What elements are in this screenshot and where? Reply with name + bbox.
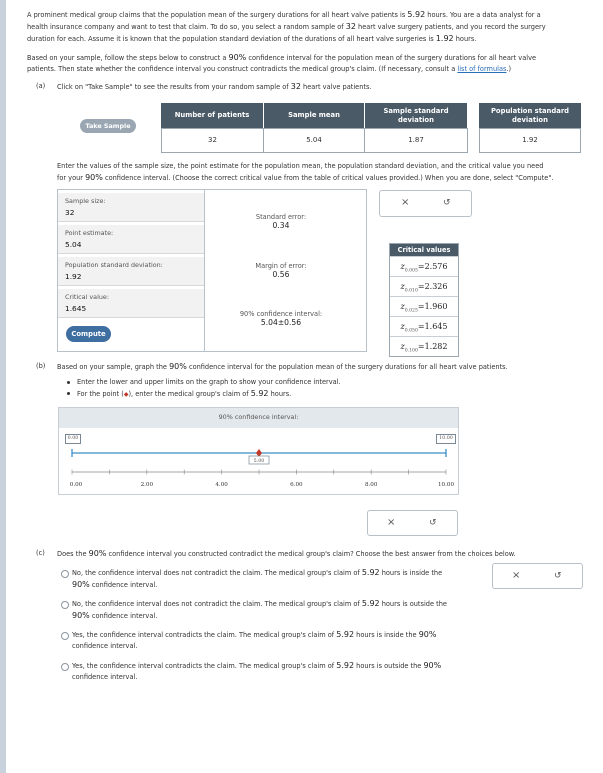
intro-paragraph-1: A prominent medical group claims that the population mean of the surgery durations for all heart valve patients is 5.92 hours. You are a data analyst for a health insurance company and want to test that claim. To do so, you select a random sample of 32 heart valve surgery patients, and you record the surgery duration for each. Assume it is known that the population standard deviation of the durations of all heart valve surgeries is 1.92 hours. <box>27 10 546 43</box>
critical-row: $z_{0.025}=1.960$ <box>390 296 458 316</box>
tick-label: 8.00 <box>364 482 378 488</box>
header-number-of-patients: Number of patients <box>161 103 263 128</box>
sample-size-field[interactable]: Sample size: 32 <box>58 193 204 222</box>
part-a-label: (a) <box>36 82 46 90</box>
reset-icon[interactable]: ↺ <box>554 571 562 581</box>
option-1-text[interactable]: No, the confidence interval does not contradict the claim. The medical group's claim of 5.92 hours is inside the 90% confidence interval. <box>72 568 443 589</box>
lower-limit-input[interactable]: 0.00 <box>65 434 81 444</box>
part-c-question: Does the 90% confidence interval you constructed contradict the medical group's claim? Choose the best answer from the choices below. <box>57 549 516 558</box>
part-b-bullet-1: Enter the lower and upper limits on the graph to show your confidence interval. <box>77 378 341 386</box>
clear-icon[interactable]: × <box>387 517 396 528</box>
part-b-instruction: Based on your sample, graph the 90% confidence interval for the population mean of the surgery durations for all heart valve patients. <box>57 362 508 371</box>
critical-row: $z_{0.010}=2.326$ <box>390 276 458 296</box>
option-3-text[interactable]: Yes, the confidence interval contradicts the claim. The medical group's claim of 5.92 hours is inside the 90% confidence interval. <box>72 630 437 650</box>
option-2-text[interactable]: No, the confidence interval does not contradict the claim. The medical group's claim of 5.92 hours is outside the 90% confidence interval. <box>72 599 447 620</box>
option-4-text[interactable]: Yes, the confidence interval contradicts the claim. The medical group's claim of 5.92 hours is outside the 90% confidence interval. <box>72 661 442 681</box>
value-population-sd: 1.92 <box>479 128 581 153</box>
header-population-sd: Population standard deviation <box>479 103 581 128</box>
tick-label: 6.00 <box>290 482 303 488</box>
bullet-icon <box>67 392 70 395</box>
bullet-icon <box>67 381 70 384</box>
value-sample-mean: 5.04 <box>263 128 365 153</box>
point-estimate-field[interactable]: Point estimate: 5.04 <box>58 225 204 254</box>
diamond-point-icon: ◆ <box>123 391 129 398</box>
part-c-action-box <box>492 563 583 589</box>
reset-icon[interactable]: ↺ <box>443 198 451 208</box>
critical-row: $z_{0.050}=1.645$ <box>390 316 458 336</box>
number-line[interactable] <box>58 407 459 495</box>
population-sd-field[interactable]: Population standard deviation: 1.92 <box>58 257 204 286</box>
clear-icon[interactable]: × <box>512 570 521 581</box>
panel-divider <box>204 189 205 352</box>
compute-button[interactable]: Compute <box>66 326 111 342</box>
margin-of-error-output: Margin of error: 0.56 <box>255 262 307 279</box>
option-3-radio[interactable] <box>61 632 69 640</box>
standard-error-output: Standard error: 0.34 <box>255 213 307 230</box>
critical-values-table: Critical values $z_{0.005}=2.576$ $z_{0.010}=2.326$ $z_{0.025}=1.960$ $z_{0.050}=1.645$ $z_{0.100}=1.282$ <box>389 243 459 357</box>
confidence-interval-output: 90% confidence interval: 5.04±0.56 <box>239 310 323 327</box>
reset-icon[interactable]: ↺ <box>429 518 437 528</box>
clear-icon[interactable]: × <box>401 197 410 208</box>
part-a-instruction: Click on "Take Sample" to see the results from your random sample of 32 heart valve patients. <box>57 82 372 91</box>
value-number-of-patients: 32 <box>161 128 264 153</box>
header-sample-mean: Sample mean <box>264 103 364 128</box>
critical-row: $z_{0.005}=2.576$ <box>390 256 458 276</box>
tick-label: 10.00 <box>437 482 455 488</box>
intro-paragraph-2: Based on your sample, follow the steps below to construct a 90% confidence interval for the population mean of the surgery durations for all heart valve patients. Then state whether the confidence interval you construct contradicts the medical group's claim. (If necessary, consult a list of formulas.) <box>27 53 537 73</box>
tick-label: 4.00 <box>215 482 228 488</box>
option-2-radio[interactable] <box>61 601 69 609</box>
graph-title: 90% confidence interval: <box>218 413 299 421</box>
value-sample-sd: 1.87 <box>364 128 468 153</box>
formulas-link[interactable]: list of formulas <box>457 65 507 73</box>
enter-values-instruction: Enter the values of the sample size, the point estimate for the population mean, the population standard deviation, and the critical value you need for your 90% confidence interval. (Choose the correct critical value from the table of critical values provided.) When you are done, select "Compute". <box>57 162 554 182</box>
tick-label: 2.00 <box>140 482 154 488</box>
critical-row: $z_{0.100}=1.282$ <box>390 336 458 356</box>
part-c-label: (c) <box>36 549 45 557</box>
upper-limit-input[interactable]: 10.00 <box>436 434 456 444</box>
critical-value-field[interactable]: Critical value: 1.645 <box>58 289 204 318</box>
option-4-radio[interactable] <box>61 663 69 671</box>
part-b-action-box <box>367 510 458 536</box>
tick-label: 0.00 <box>69 482 83 488</box>
part-b-bullet-2: For the point (◆), enter the medical group's claim of 5.92 hours. <box>77 389 292 398</box>
claim-value-text: 5.00 <box>253 459 265 464</box>
part-a-action-box <box>379 190 472 217</box>
take-sample-button[interactable]: Take Sample <box>80 119 136 133</box>
part-b-label: (b) <box>36 362 46 370</box>
header-sample-sd: Sample standard deviation <box>365 103 467 128</box>
option-1-radio[interactable] <box>61 570 69 578</box>
left-border <box>0 0 6 773</box>
